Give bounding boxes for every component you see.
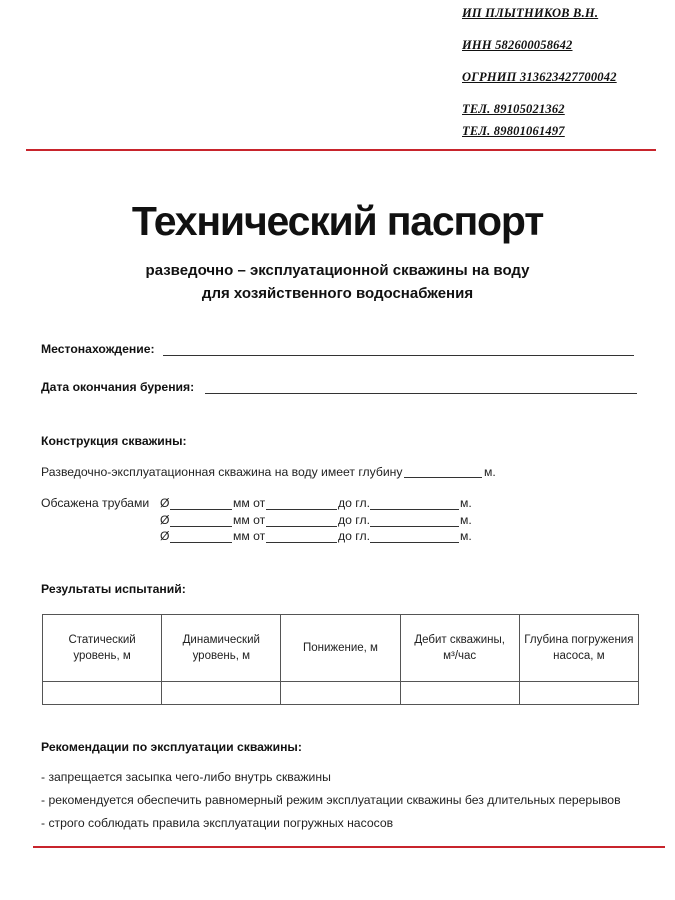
- drawdown-cell[interactable]: [281, 682, 400, 705]
- results-heading: Результаты испытаний:: [41, 582, 186, 596]
- depth-unit: м.: [484, 465, 496, 479]
- diameter-icon: Ø: [160, 496, 170, 510]
- col-well-yield-line-2: м³/час: [443, 650, 477, 662]
- col-pump-depth: [519, 615, 638, 682]
- casing-unit: м.: [460, 496, 472, 510]
- casing-mm-from-label: мм от: [233, 513, 266, 527]
- col-static-level-line-2: уровень, м: [73, 650, 131, 662]
- document-title: Технический паспорт: [131, 198, 544, 244]
- casing-to-depth-label: до гл.: [338, 513, 370, 527]
- casing-diameter-field[interactable]: [170, 509, 232, 510]
- location-field[interactable]: [163, 355, 634, 356]
- recommendations-heading: Рекомендации по эксплуатации скважины:: [41, 740, 302, 754]
- casing-to-field[interactable]: [370, 509, 459, 510]
- list-item: - строго соблюдать правила эксплуатации погружных насосов: [41, 816, 394, 830]
- drill-end-date-label: Дата окончания бурения:: [41, 380, 195, 394]
- col-static-level-line-1: Статический: [68, 634, 136, 646]
- col-drawdown-line-1: Понижение, м: [302, 642, 378, 654]
- list-item: - рекомендуется обеспечить равномерный режим эксплуатации скважины без длительных перерывов: [41, 793, 621, 807]
- pump-depth-cell[interactable]: [519, 682, 638, 705]
- drill-end-date-field[interactable]: [205, 393, 637, 394]
- results-table: [42, 614, 639, 705]
- bottom-divider: [33, 846, 665, 848]
- casing-from-field[interactable]: [266, 542, 337, 543]
- col-well-yield: [400, 615, 519, 682]
- casing-mm-from-label: мм от: [233, 529, 266, 543]
- location-label: Местонахождение:: [41, 342, 155, 356]
- header-inn: ИНН 582600058642: [462, 38, 573, 52]
- header-phone-1: ТЕЛ. 89105021362: [462, 102, 565, 116]
- casing-from-field[interactable]: [266, 509, 337, 510]
- col-dynamic-level-line-2: уровень, м: [192, 650, 250, 662]
- results-header-row: [43, 615, 639, 682]
- table-row: [43, 682, 639, 705]
- header-ogrnip: ОГРНИП 313623427700042: [462, 70, 617, 84]
- col-dynamic-level-line-1: Динамический: [182, 634, 260, 646]
- casing-to-depth-label: до гл.: [338, 496, 370, 510]
- construction-heading: Конструкция скважины:: [41, 434, 187, 448]
- col-well-yield-line-1: Дебит скважины,: [414, 634, 505, 646]
- document-subtitle-line-1: разведочно – эксплуатационной скважины на воду: [145, 262, 530, 279]
- casing-to-field[interactable]: [370, 526, 459, 527]
- list-item: - запрещается засыпка чего-либо внутрь скважины: [41, 770, 331, 784]
- depth-text: Разведочно-эксплуатационная скважина на воду имеет глубину: [41, 465, 403, 479]
- col-static-level: [43, 615, 162, 682]
- diameter-icon: Ø: [160, 513, 170, 527]
- header-owner-name: ИП ПЛЫТНИКОВ В.Н.: [462, 6, 599, 20]
- col-pump-depth-line-1: Глубина погружения: [524, 634, 634, 646]
- casing-from-field[interactable]: [266, 526, 337, 527]
- casing-mm-from-label: мм от: [233, 496, 266, 510]
- well-yield-cell[interactable]: [400, 682, 519, 705]
- header-phone-2: ТЕЛ. 89801061497: [462, 124, 565, 138]
- casing-unit: м.: [460, 529, 472, 543]
- casing-to-field[interactable]: [370, 542, 459, 543]
- casing-to-depth-label: до гл.: [338, 529, 370, 543]
- col-dynamic-level: [162, 615, 281, 682]
- col-pump-depth-line-2: насоса, м: [553, 650, 605, 662]
- casing-diameter-field[interactable]: [170, 526, 232, 527]
- dynamic-level-cell[interactable]: [162, 682, 281, 705]
- diameter-icon: Ø: [160, 529, 170, 543]
- static-level-cell[interactable]: [43, 682, 162, 705]
- casing-label: Обсажена трубами: [41, 496, 150, 510]
- casing-diameter-field[interactable]: [170, 542, 232, 543]
- document-subtitle-line-2: для хозяйственного водоснабжения: [201, 285, 474, 302]
- top-divider: [26, 149, 656, 151]
- col-drawdown: [281, 615, 400, 682]
- depth-field[interactable]: [404, 477, 482, 478]
- casing-unit: м.: [460, 513, 472, 527]
